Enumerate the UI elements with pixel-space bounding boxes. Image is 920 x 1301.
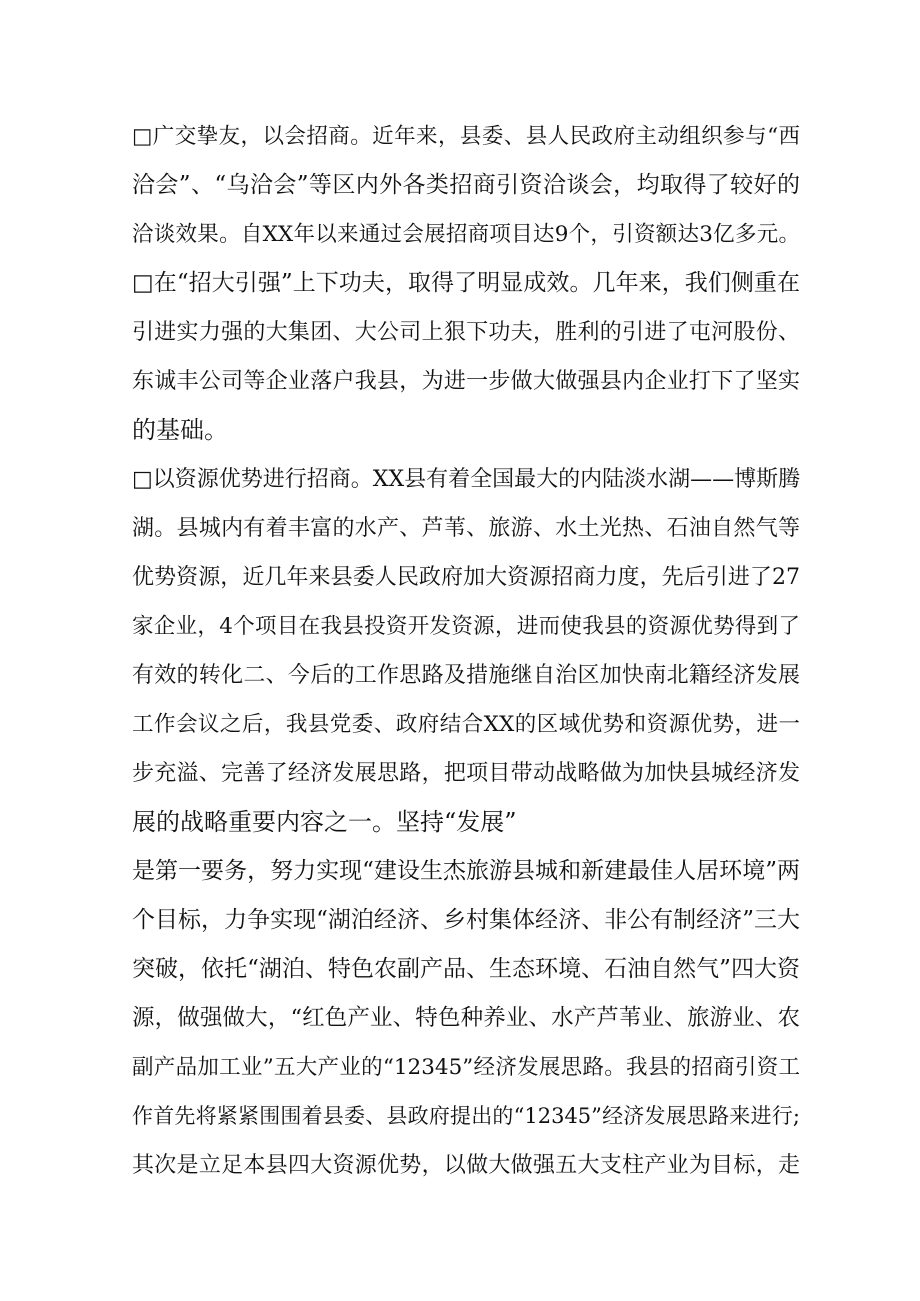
text-line: 个目标，力争实现“湖泊经济、乡村集体经济、非公有制经济”三大 bbox=[132, 907, 800, 933]
text-line: 作首先将紧紧围围着县委、县政府提出的“12345”经济发展思路来进行; bbox=[132, 1104, 800, 1128]
text-line: 展的战略重要内容之一。坚持“发展” bbox=[132, 808, 517, 836]
text-line: 步充溢、完善了经济发展思路，把项目带动战略做为加快县城经济发 bbox=[132, 761, 800, 786]
text-line: 是第一要务，努力实现“建设生杰旅游县城和新建最佳人居环境”两 bbox=[132, 858, 800, 884]
text-line: 家企业，4个项目在我县投资开发资源，进而使我县的资源优势得到了 bbox=[132, 614, 800, 639]
text-line: 的基础。 bbox=[132, 416, 228, 444]
text-line: □在“招大引强”上下功夫，取得了明显成效。几年来，我们侧重在 bbox=[132, 270, 800, 296]
text-line: 洽会”、“乌洽会”等区内外各类招商引资洽谈会，均取得了较好的 bbox=[132, 172, 800, 198]
text-line: 引进实力强的大集团、大公司上狠下功夫，胜利的引进了屯河股份、 bbox=[132, 320, 800, 345]
text-line: 源，做强做大，“红色产业、特色种养业、水产芦苇业、旅游业、农 bbox=[132, 1005, 800, 1031]
text-line: □广交挚友，以会招商。近年来，县委、县人民政府主动组织参与“西 bbox=[132, 124, 800, 149]
text-line: 湖。县城内有着丰富的水产、芦苇、旅游、水土光热、石油自然气等 bbox=[132, 516, 800, 541]
text-line: 突破，依托“湖泊、特色农副产品、生态环境、石油自然气”四大资 bbox=[132, 956, 800, 982]
text-line: 东诚丰公司等企业落户我县，为进一步做大做强县内企业打下了坚实 bbox=[132, 369, 800, 394]
text-line: 副产品加工业”五大产业的“12345”经济发展思路。我县的招商引资工 bbox=[132, 1055, 800, 1080]
text-line: 工作会议之后，我县党委、政府结合XX的区域优势和资源优势，进一 bbox=[132, 712, 800, 737]
text-line: 其次是立足本县四大资源优势，以做大做强五大支柱产业为目标，走 bbox=[132, 1153, 800, 1178]
text-line: 有效的转化二、今后的工作思路及措施继自治区加快南北籍经济发展 bbox=[132, 663, 800, 688]
text-line: □以资源优势进行招商。XX县有着全国最大的内陆淡水湖——博斯腾 bbox=[132, 467, 800, 492]
text-line: 优势资源，近几年来县委人民政府加大资源招商力度，先后引进了27 bbox=[132, 565, 800, 590]
text-line: 洽谈效果。自XX年以来通过会展招商项目达9个，引资额达3亿多元。 bbox=[132, 222, 800, 247]
document-body bbox=[132, 112, 800, 1190]
